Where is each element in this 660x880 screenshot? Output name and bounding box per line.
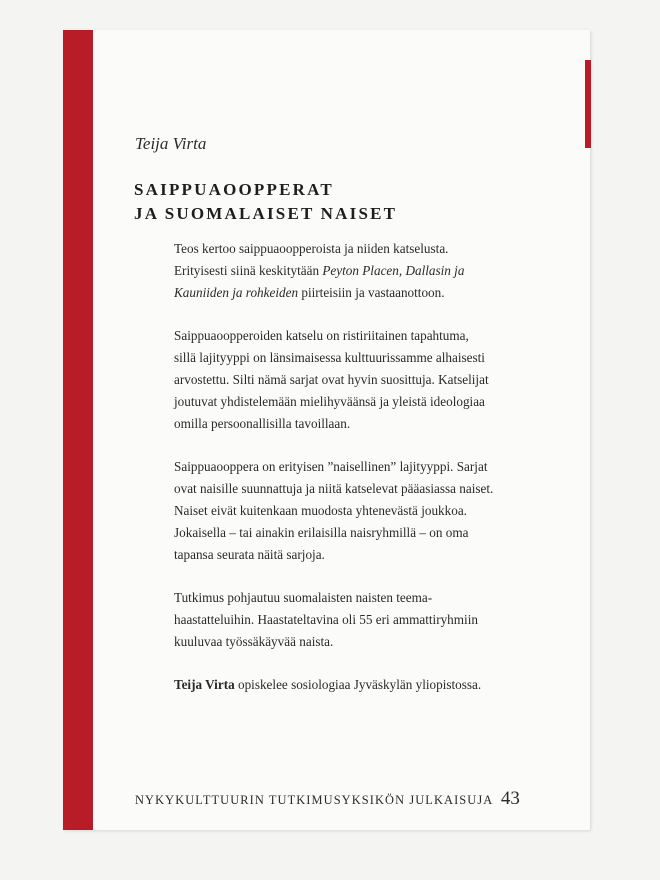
blurb-line: Teos kertoo saippuaoopperoista ja niiden katselusta. <box>174 241 449 256</box>
title-line-2: JA SUOMALAISET NAISET <box>134 204 398 223</box>
series-line <box>135 788 520 810</box>
series-number: 43 <box>500 788 520 809</box>
blurb-text: piirteisiin ja vastaanottoon. <box>298 285 445 300</box>
blurb-line: tapansa seurata näitä sarjoja. <box>174 547 325 562</box>
blurb-line <box>174 282 544 304</box>
blurb-paragraph-4 <box>174 587 544 653</box>
blurb-line: haastatteluihin. Haastateltavina oli 55 eri ammattiryhmiin <box>174 612 478 627</box>
author-bio-name: Teija Virta <box>174 677 235 692</box>
blurb-line: sillä lajityyppi on länsimaisessa kulttuurissamme alhaisesti <box>174 350 485 365</box>
blurb-line: arvostettu. Silti nämä sarjat ovat hyvin suosittuja. Katselijat <box>174 372 489 387</box>
blurb-line: ovat naisille suunnattuja ja niitä katselevat pääasiassa naiset. <box>174 481 494 496</box>
blurb-italic-titles: Kauniiden ja rohkeiden <box>174 285 299 300</box>
blurb-line <box>174 674 544 696</box>
blurb-line: Jokaisella – tai ainakin erilaisilla naisryhmillä – on oma <box>174 525 469 540</box>
blurb-italic-titles: Peyton Placen, Dallasin ja <box>322 263 465 278</box>
red-spine-band <box>63 30 93 830</box>
book-title <box>134 178 397 226</box>
blurb-line: kuuluvaa työssäkäyvää naista. <box>174 634 334 649</box>
blurb-line: Tutkimus pohjautuu suomalaisten naisten teema- <box>174 590 433 605</box>
blurb-paragraph-2 <box>174 325 544 435</box>
blurb-line: omilla persoonallisilla tavoillaan. <box>174 416 351 431</box>
blurb-line <box>174 260 544 282</box>
author-name: Teija Virta <box>135 134 207 153</box>
red-edge-mark <box>585 60 591 148</box>
blurb-line: Naiset eivät kuitenkaan muodosta yhtenevästä joukkoa. <box>174 503 467 518</box>
series-name: NYKYKULTTUURIN TUTKIMUSYKSIKÖN JULKAISUJA <box>135 793 493 807</box>
author-bio <box>174 674 544 696</box>
title-line-1: SAIPPUAOOPPERAT <box>134 180 334 199</box>
blurb-paragraph-1 <box>174 238 544 304</box>
blurb-line: Saippuaoopperoiden katselu on ristiriitainen tapahtuma, <box>174 328 469 343</box>
blurb <box>174 238 544 717</box>
author-bio-text: opiskelee sosiologiaa Jyväskylän yliopistossa. <box>234 677 482 692</box>
blurb-paragraph-3 <box>174 456 544 566</box>
blurb-line: joutuvat yhdistelemään mielihyväänsä ja yleistä ideologiaa <box>174 394 485 409</box>
blurb-line: Saippuaooppera on erityisen ”naisellinen” lajityyppi. Sarjat <box>174 459 488 474</box>
blurb-text: Erityisesti siinä keskitytään <box>174 263 323 278</box>
